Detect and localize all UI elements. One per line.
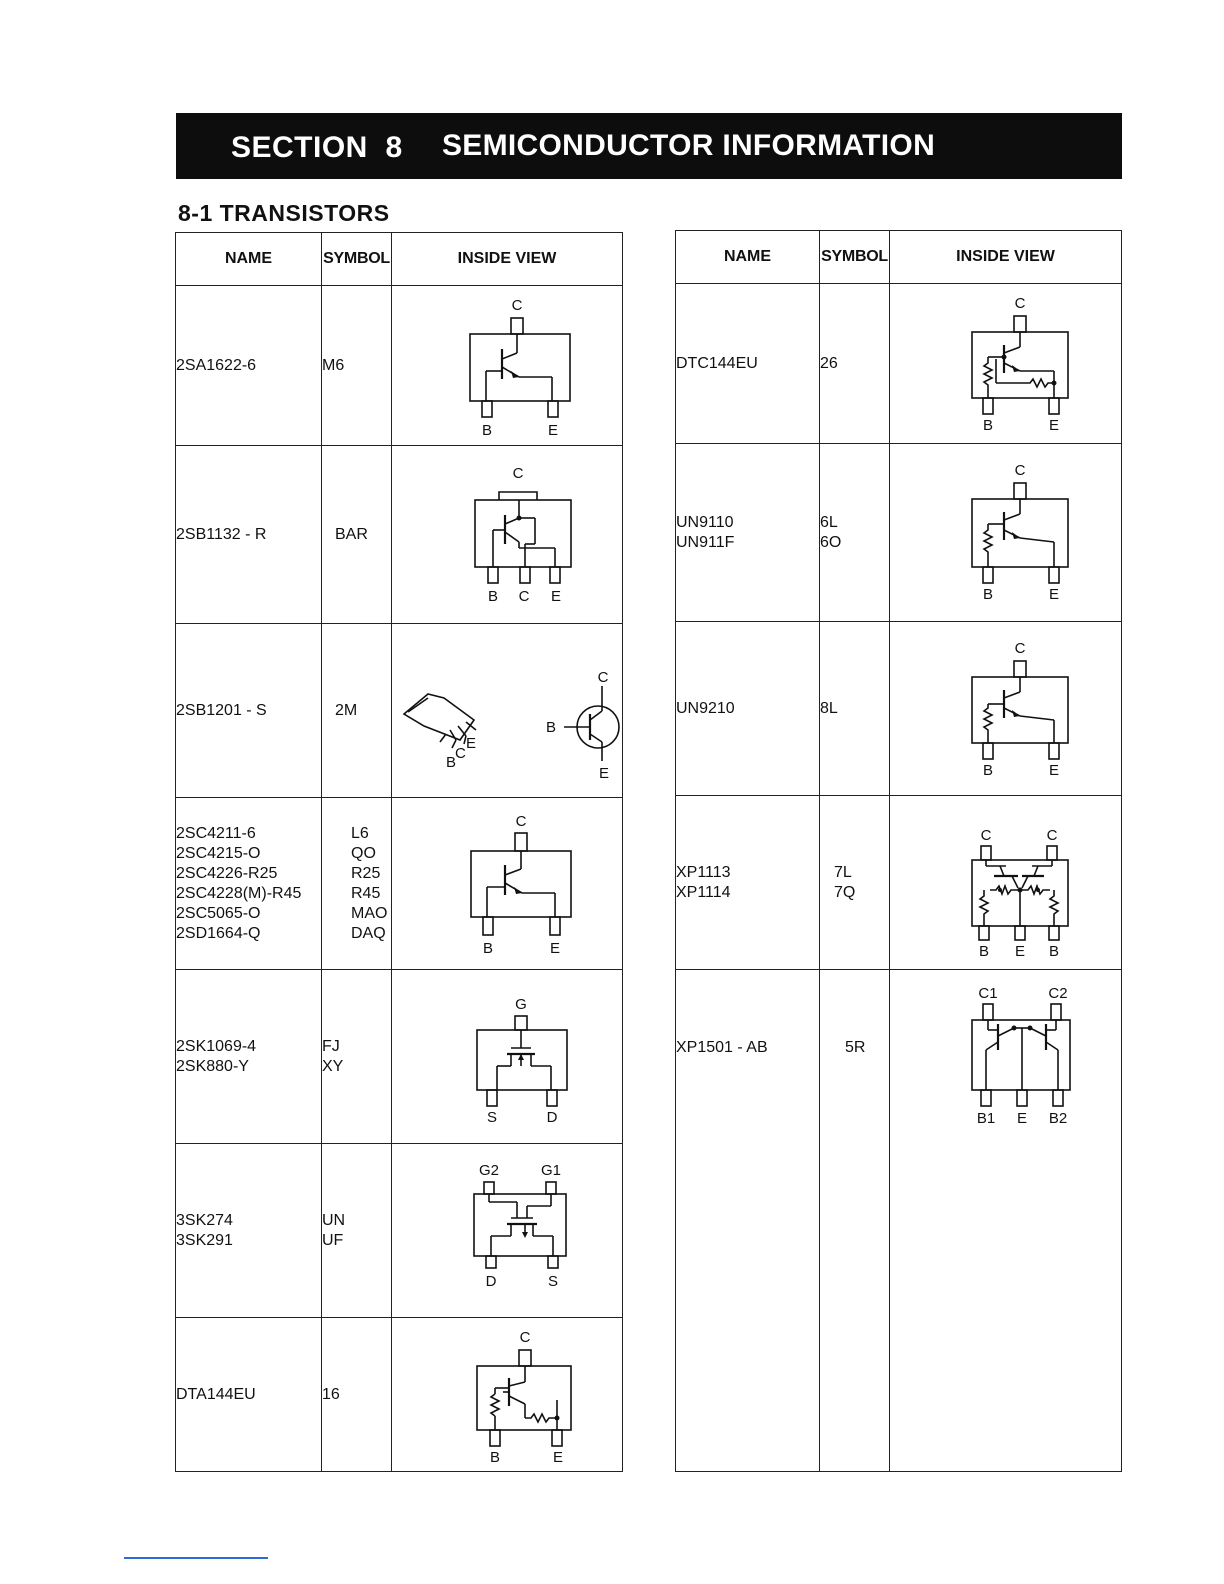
part-name: 2SC4215-O [176, 844, 261, 862]
table-row [676, 970, 1122, 1472]
pin-label-bottom: B [982, 761, 993, 779]
marking-symbol-cell [322, 798, 392, 970]
pin-label-top: C [512, 464, 524, 482]
table-row [676, 444, 1122, 622]
part-name: 3SK291 [176, 1231, 233, 1249]
transistor-package-diagram [407, 460, 607, 610]
footer-rule [124, 1557, 268, 1559]
pin-label-bottom: B [481, 421, 493, 439]
marking-symbol: M6 [322, 356, 345, 374]
inside-view-cell [392, 446, 623, 624]
dual-gate-fet-package-diagram [407, 1156, 607, 1306]
dual-transistor-package-diagram [906, 808, 1106, 958]
pin-label-top: C [1014, 461, 1025, 479]
pin-label-top: C2 [1047, 985, 1068, 1002]
marking-symbol: UF [322, 1231, 344, 1249]
part-name-cell [676, 284, 820, 444]
inside-view-cell [392, 286, 623, 446]
table-row [176, 1144, 623, 1318]
part-name: 2SA1622-6 [176, 356, 257, 374]
table-header-row [676, 231, 1122, 284]
pin-label-bottom: B [487, 587, 499, 605]
inside-view-cell [392, 970, 623, 1144]
table-row [176, 1318, 623, 1472]
table-row [176, 286, 623, 446]
pin-label-top: C [515, 812, 527, 830]
column-header-name: NAME [676, 231, 820, 284]
pin-label-top: C [519, 1328, 531, 1346]
transistor-package-diagram [407, 809, 607, 959]
table-row [176, 446, 623, 624]
pin-label-top: G [515, 995, 527, 1013]
marking-symbol: R25 [351, 864, 381, 882]
section-title: SEMICONDUCTOR INFORMATION [442, 129, 936, 162]
part-name: UN9210 [676, 699, 735, 717]
part-name-cell [176, 1144, 322, 1318]
inside-view-cell [890, 622, 1122, 796]
part-name: XP1501 - AB [676, 1039, 768, 1056]
pin-label-bottom: B [982, 585, 993, 603]
marking-symbol: 26 [820, 354, 838, 372]
pin-label-bottom: E [550, 587, 562, 605]
marking-symbol-cell [322, 624, 392, 798]
section-header-bar [176, 113, 1122, 179]
pin-label-bottom: B [978, 942, 989, 960]
pin-label-bottom: B [489, 1448, 501, 1466]
transistor-table-left [175, 232, 623, 1472]
part-name: UN911F [676, 533, 735, 551]
part-name-cell [676, 622, 820, 796]
section-number: SECTION 8 [231, 131, 403, 164]
marking-symbol: DAQ [351, 924, 386, 942]
table-row [676, 622, 1122, 796]
digital-transistor-package-diagram [906, 289, 1106, 439]
part-name: 2SB1132 - R [176, 525, 267, 543]
marking-symbol: 16 [322, 1385, 340, 1403]
marking-symbol-cell [322, 1144, 392, 1318]
pin-label-top: C [1046, 826, 1057, 844]
resistor-transistor-package-diagram [906, 634, 1106, 784]
inside-view-cell [890, 796, 1122, 970]
inside-view-cell [392, 624, 623, 798]
table-row [176, 798, 623, 970]
pin-label-bottom: E [1016, 1110, 1027, 1127]
part-name: 2SC4228(M)-R45 [176, 884, 302, 902]
pin-label-bottom: D [546, 1108, 558, 1126]
pin-label-bottom: S [547, 1272, 559, 1290]
column-header-inside-view: INSIDE VIEW [890, 231, 1122, 284]
marking-symbol: 8L [820, 699, 838, 717]
subsection-title: 8-1 TRANSISTORS [178, 200, 390, 226]
part-name: 2SC5065-O [176, 904, 261, 922]
transistor-table-right [675, 230, 1122, 1472]
pin-label-top: G2 [478, 1161, 500, 1179]
marking-symbol: UN [322, 1211, 346, 1229]
pin-label-bottom: E [1014, 942, 1025, 960]
part-name-cell [176, 798, 322, 970]
pin-label-bottom: E [549, 939, 561, 957]
fet-package-diagram [407, 982, 607, 1132]
pin-label-bottom: B2 [1048, 1110, 1067, 1127]
pin-label-bottom: B [982, 416, 993, 434]
part-name-cell [676, 970, 820, 1472]
part-name: DTC144EU [676, 354, 758, 372]
marking-symbol-cell [820, 284, 890, 444]
table-row [176, 624, 623, 798]
part-name-cell [176, 970, 322, 1144]
pin-label-bottom: E [552, 1448, 564, 1466]
part-name-cell [176, 446, 322, 624]
column-header-symbol: SYMBOL [322, 233, 392, 286]
inside-view-cell [392, 798, 623, 970]
inside-view-cell [890, 284, 1122, 444]
column-header-symbol: SYMBOL [820, 231, 890, 284]
resistor-transistor-package-diagram [906, 458, 1106, 608]
column-header-inside-view: INSIDE VIEW [392, 233, 623, 286]
marking-symbol: QO [351, 844, 376, 862]
transistor-package-diagram [394, 636, 620, 786]
pin-label-bottom: D [485, 1272, 497, 1290]
pin-label-bottom: S [486, 1108, 498, 1126]
marking-symbol-cell [820, 970, 890, 1472]
table-row [676, 284, 1122, 444]
pin-label-bottom: E [547, 421, 559, 439]
marking-symbol-cell [820, 796, 890, 970]
marking-symbol-cell [322, 286, 392, 446]
marking-symbol-cell [322, 1318, 392, 1472]
dual-transistor-package-diagram [906, 978, 1106, 1128]
marking-symbol-cell [322, 970, 392, 1144]
part-name: XP1114 [676, 883, 731, 901]
marking-symbol: 7L [834, 863, 852, 881]
part-name-cell [176, 286, 322, 446]
pin-label-top: C1 [977, 985, 998, 1002]
transistor-package-diagram [407, 291, 607, 441]
marking-symbol: 5R [845, 1039, 866, 1056]
pin-label-bottom: E [1048, 761, 1059, 779]
pin-label-top: C [1014, 294, 1025, 312]
marking-symbol-cell [820, 444, 890, 622]
pin-label-symbol: C [597, 668, 609, 686]
marking-symbol: FJ [322, 1037, 340, 1055]
part-name: 2SC4211-6 [176, 824, 256, 842]
pin-label-bottom: E [1048, 416, 1059, 434]
pin-label-bottom: E [1048, 585, 1059, 603]
part-name-cell [676, 796, 820, 970]
pin-label-top: C [511, 296, 523, 314]
digital-transistor-package-diagram [407, 1320, 607, 1470]
part-name: 3SK274 [176, 1211, 233, 1229]
table-row [676, 796, 1122, 970]
marking-symbol: MAO [351, 904, 388, 922]
pin-label-symbol: B [545, 718, 556, 736]
part-name: 2SK880-Y [176, 1057, 249, 1075]
pin-label-top: C [1014, 639, 1025, 657]
pin-label-symbol: E [598, 764, 610, 782]
marking-symbol-cell [322, 446, 392, 624]
marking-symbol: 6L [820, 513, 838, 531]
part-name: DTA144EU [176, 1385, 256, 1403]
marking-symbol: BAR [335, 525, 368, 543]
pin-label-top: C [980, 826, 991, 844]
inside-view-cell [890, 970, 1122, 1472]
pin-label-bottom: B1 [976, 1110, 995, 1127]
marking-symbol-cell [820, 622, 890, 796]
part-name: 2SK1069-4 [176, 1037, 257, 1055]
marking-symbol: 6O [820, 533, 842, 551]
pin-label-package: C [455, 744, 466, 762]
column-header-name: NAME [176, 233, 322, 286]
pin-label-bottom: B [482, 939, 494, 957]
pin-label-bottom: C [518, 587, 530, 605]
part-name: 2SB1201 - S [176, 701, 267, 719]
inside-view-cell [890, 444, 1122, 622]
inside-view-cell [392, 1318, 623, 1472]
marking-symbol: 7Q [834, 883, 856, 901]
part-name-cell [676, 444, 820, 622]
marking-symbol: XY [322, 1057, 344, 1075]
pin-label-top: G1 [540, 1161, 562, 1179]
pin-label-package: E [466, 734, 477, 752]
part-name: UN9110 [676, 513, 734, 531]
part-name-cell [176, 624, 322, 798]
part-name: 2SC4226-R25 [176, 864, 278, 882]
pin-label-package: B [446, 753, 457, 771]
marking-symbol: L6 [351, 824, 369, 842]
part-name-cell [176, 1318, 322, 1472]
table-row [176, 970, 623, 1144]
part-name: 2SD1664-Q [176, 924, 261, 942]
marking-symbol: 2M [335, 701, 358, 719]
inside-view-cell [392, 1144, 623, 1318]
marking-symbol: R45 [351, 884, 381, 902]
pin-label-bottom: B [1048, 942, 1059, 960]
table-header-row [176, 233, 623, 286]
part-name: XP1113 [676, 863, 731, 881]
